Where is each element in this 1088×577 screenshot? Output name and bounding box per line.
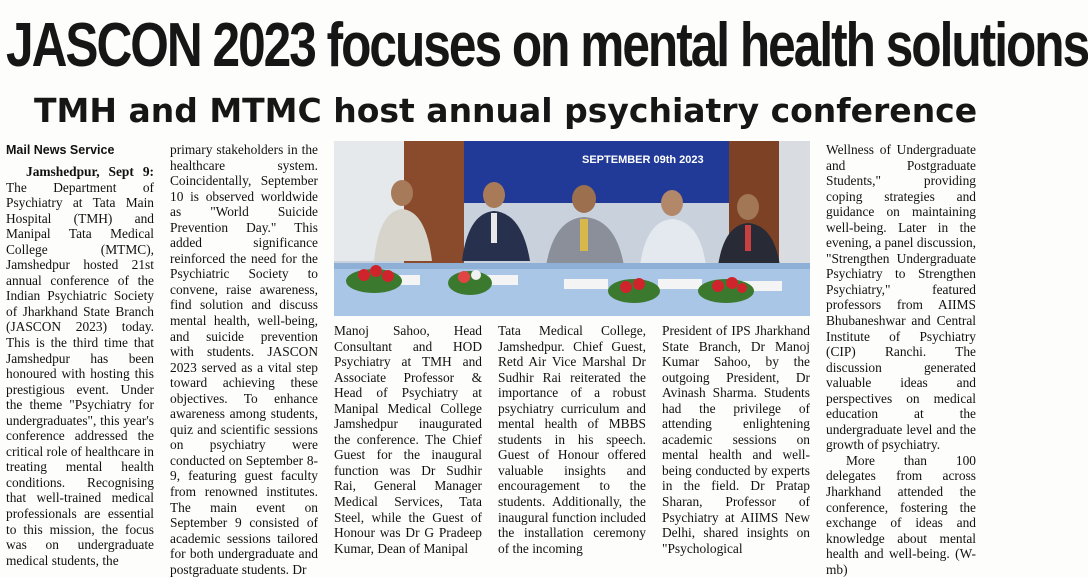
conference-photo <box>334 141 810 316</box>
article-column-2 <box>170 142 318 577</box>
article-text-4: Tata Medical College, Jamshedpur. Chief Guest, Retd Air Vice Marshal Dr Sudhir Rai reiterated the importance of a robust psychiatry curriculum and mental health of MBBS students in his speech. Guest of Honour offered valuable insights and encouragement to the students. Additionally, the inaugural function included the installation ceremony of the incoming <box>498 323 646 556</box>
article-column-6 <box>826 142 976 577</box>
banner-date: SEPTEMBER 09th 2023 <box>582 154 704 166</box>
headline: JASCON 2023 focuses on mental health solutions <box>6 11 1088 80</box>
article-column-4 <box>498 323 646 556</box>
article-text-5: President of IPS Jharkhand State Branch, Dr Manoj Kumar Sahoo, by the outgoing President, Dr Avinash Sharma. Students had the privilege of attending enlightening academic sessions on mental health and well-being conducted by experts in the field. Dr Pratap Sharan, Professor of Psychiatry at AIIMS New Delhi, shared insights on "Psychological <box>662 323 810 556</box>
byline: Mail News Service <box>6 143 115 157</box>
article-paragraph-1 <box>6 164 154 568</box>
conference-photo-image <box>334 141 810 316</box>
article-column-5 <box>662 323 810 556</box>
subheadline: TMH and MTMC host annual psychiatry conference <box>34 91 978 130</box>
article-column-3 <box>334 323 482 556</box>
article-text-7: More than 100 delegates from across Jharkhand attended the conference, fostering the exchange of ideas and knowledge about mental health and well-being. (W-mb) <box>826 452 976 577</box>
article-text-1: The Department of Psychiatry at Tata Main Hospital (TMH) and Manipal Tata Medical College (MTMC), Jamshedpur hosted 21st annual conference of the Indian Psychiatric Society of Jharkhand State Branch (JASCON 2023) today. This is the third time that Jamshedpur has been honoured with hosting this prestigious event. Under the theme "Psychiatry for undergraduates", this year's conference addressed the critical role of healthcare in treating mental health conditions. Recognising that well-trained medical professionals are essential to this mission, the focus was on undergraduate medical students, the <box>6 179 154 568</box>
dateline: Jamshedpur, Sept 9: <box>26 164 154 179</box>
article-text-2: primary stakeholders in the healthcare system. Coincidentally, September 10 is observed worldwide as "World Suicide Prevention Day." This added significance reinforced the need for the Psychiatric Society to convene, raise awareness, find solution and discuss mental health, well-being, and suicide prevention with students. JASCON 2023 served as a vital step toward achieving these objectives. To enhance awareness among students, quiz and scientific sessions on psychiatry were conducted on September 8-9, featuring guest faculty from renowned institutes. The main event on September 9 consisted of academic sessions tailored for both undergraduate and postgraduate students. Dr <box>170 142 318 577</box>
article-text-3: Manoj Sahoo, Head Consultant and HOD Psychiatry at TMH and Associate Professor & Head of Psychiatry at Manipal Medical College Jamshedpur inaugurated the conference. The Chief Guest for the inaugural function was Dr Sudhir Rai, General Manager Medical Services, Tata Steel, while the Guest of Honour was Dr G Pradeep Kumar, Dean of Manipal <box>334 323 482 556</box>
article-column-1 <box>6 142 154 568</box>
article-text-6: Wellness of Undergraduate and Postgraduate Students," providing coping strategies and guidance on maintaining well-being. Later in the evening, a panel discussion, "Strengthen Undergraduate Psychiatry to Strengthen Psychiatry," featured professors from AIIMS Bhubaneshwar and Central Institute of Psychiatry (CIP) Ranchi. The discussion generated valuable ideas and perspectives on medical education at the undergraduate level and the growth of psychiatry. <box>826 142 976 453</box>
